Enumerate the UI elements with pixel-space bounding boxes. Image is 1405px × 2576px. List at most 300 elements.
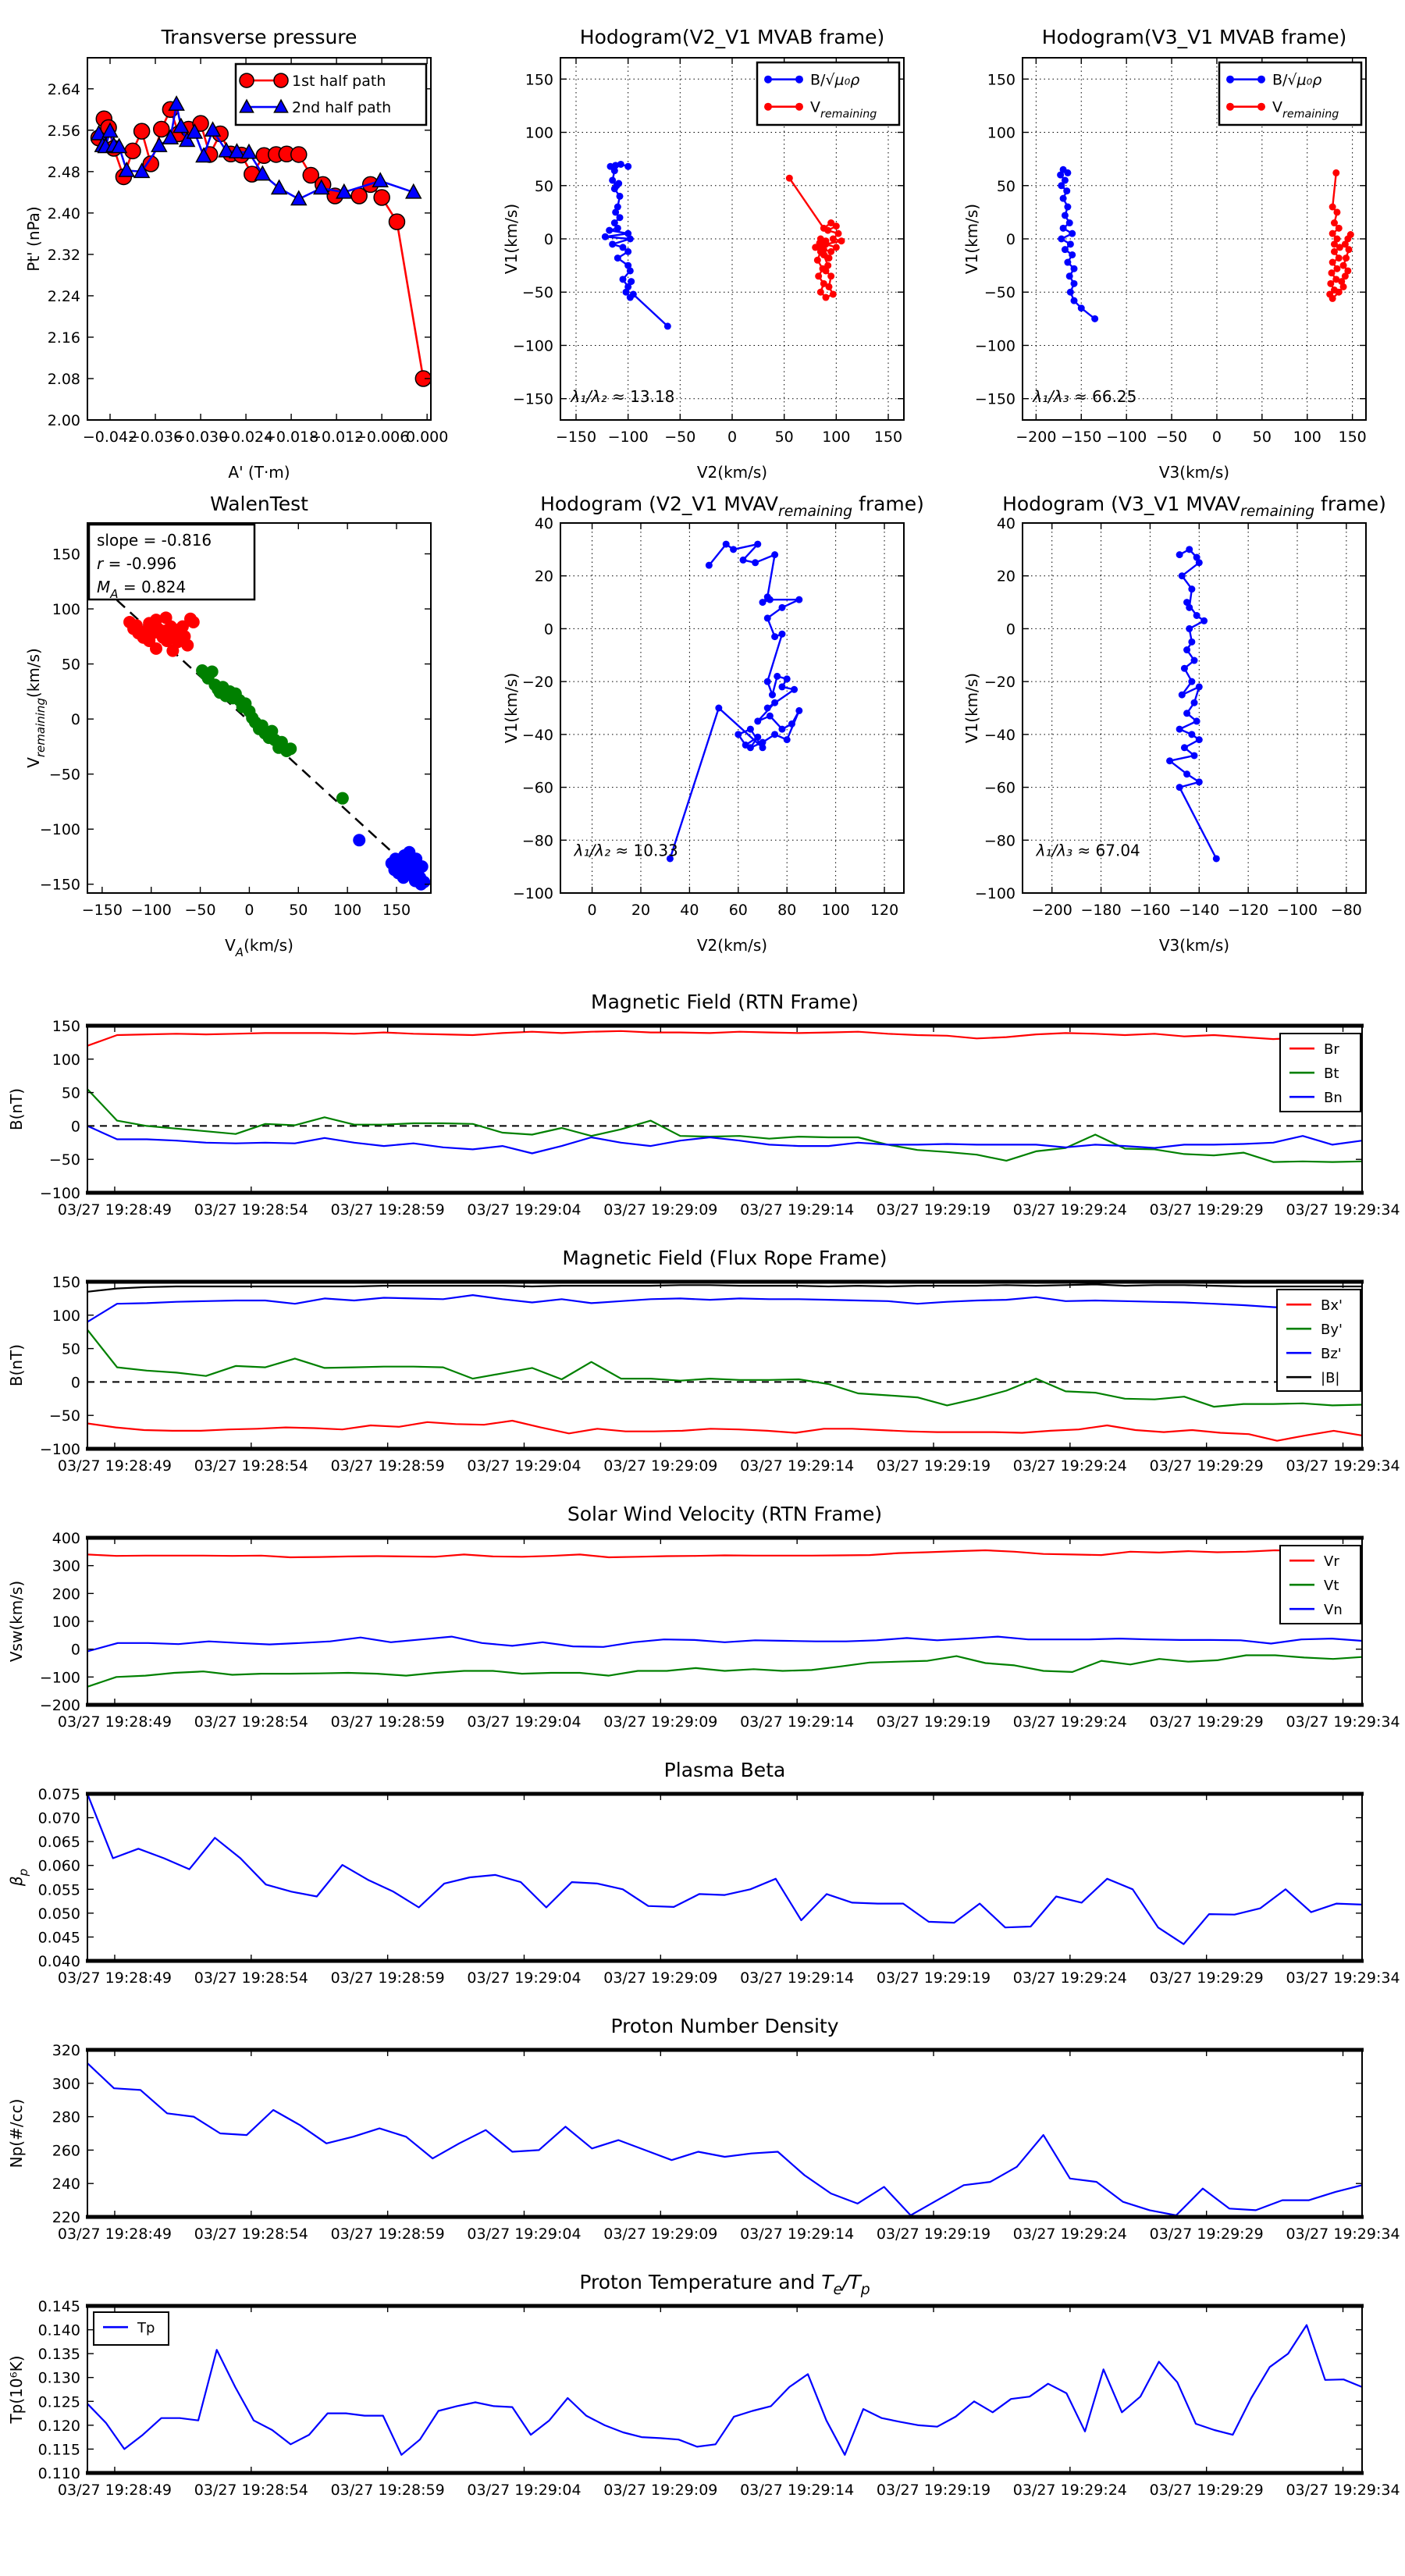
x-tick-label: 03/27 19:28:49 [57,1201,173,1219]
y-tick-label: 50 [996,177,1016,195]
x-tick-label: 150 [873,429,903,446]
axes-frame [87,2306,1362,2473]
dot-marker [730,546,737,553]
y-tick-label: 50 [61,1340,80,1358]
y-tick-label: 150 [52,546,80,564]
legend-label: 1st half path [292,73,386,91]
dot-marker [1057,172,1064,179]
x-tick-label: 03/27 19:29:34 [1286,2482,1400,2499]
x-tick-label: −100 [1276,902,1318,919]
y-tick-label: −100 [512,885,553,902]
x-tick-label: 03/27 19:29:14 [740,1713,855,1731]
annotation: λ₁/λ₃ ≈ 66.25 [1033,386,1137,406]
y-axis-label: V1(km/s) [962,672,981,744]
dot-marker [1347,231,1354,238]
dot-marker [624,248,631,255]
dot-marker [606,227,613,234]
x-tick-label: 03/27 19:28:54 [194,1713,308,1731]
x-tick-label: −120 [1228,902,1269,919]
dot-marker [754,541,761,548]
dot-marker [1069,251,1076,258]
annotation: λ₁/λ₃ ≈ 67.04 [1036,841,1140,860]
y-tick-label: −100 [39,1185,80,1202]
legend-label: Bz' [1321,1346,1342,1363]
dot-marker [1066,272,1073,279]
y-tick-label: 100 [987,124,1016,142]
dot-marker [1188,585,1195,592]
legend-label: 2nd half path [292,99,392,117]
x-tick-label: 03/27 19:29:29 [1149,1713,1264,1731]
x-tick-label: 03/27 19:28:54 [194,1201,308,1219]
x-tick-label: 03/27 19:29:34 [1286,2226,1400,2243]
x-axis-label: V3(km/s) [1158,463,1230,482]
chart-hodogram-v2-v1-mvab [502,11,929,489]
chart-walen-test [8,489,507,985]
legend-label: Vt [1324,1578,1339,1595]
y-tick-label: 0 [1005,231,1016,248]
x-tick-label: −100 [1106,429,1147,446]
x-tick-label: −140 [1179,902,1220,919]
dot-marker [1071,280,1078,287]
dot-marker [624,163,631,170]
y-tick-label: −20 [984,674,1016,692]
dot-marker [1226,103,1234,111]
dot-marker [412,860,425,873]
dot-marker [752,559,759,566]
y-tick-label: 0.040 [37,1953,80,1970]
dot-marker [353,834,365,846]
dot-marker [1196,778,1203,785]
x-tick-label: 03/27 19:29:34 [1286,1457,1400,1475]
y-tick-label: 150 [525,71,553,89]
x-tick-label: 120 [870,902,899,919]
chart-title: Proton Number Density [610,2015,839,2037]
x-tick-label: 100 [1293,429,1321,446]
x-tick-label: 100 [822,429,851,446]
x-tick-label: 03/27 19:28:49 [57,1713,173,1731]
axes-frame [87,2050,1362,2217]
dot-marker [820,280,827,287]
y-tick-label: 2.56 [47,122,80,140]
x-tick-label: 03/27 19:28:54 [194,2482,308,2499]
dot-marker [786,175,793,182]
dot-marker [1067,240,1074,247]
x-tick-label: 03/27 19:29:34 [1286,1713,1400,1731]
series-beta-p [87,1794,1362,1944]
y-tick-label: 50 [534,177,553,195]
dot-marker [706,562,713,569]
dot-marker [1213,855,1220,862]
x-tick-label: 03/27 19:29:34 [1286,1201,1400,1219]
x-tick-label: 03/27 19:28:59 [330,2226,445,2243]
x-tick-label: 03/27 19:29:29 [1149,1969,1264,1987]
x-axis-label: V2(km/s) [696,463,768,482]
dot-marker [771,633,778,640]
dot-marker [1200,617,1208,624]
y-tick-label: 0 [1005,621,1016,639]
walen-test-svg [8,489,507,985]
y-tick-label: 100 [52,1307,80,1325]
dot-marker [1226,76,1234,84]
dot-marker [1176,784,1183,791]
y-tick-label: 220 [52,2209,80,2226]
dot-marker [1196,559,1203,566]
dot-marker [1331,219,1338,226]
dot-marker [838,237,845,244]
circle-marker [274,73,288,87]
dot-marker [1343,254,1350,262]
y-tick-label: −100 [39,1441,80,1458]
dot-marker [609,240,616,247]
x-tick-label: −100 [130,902,172,919]
y-tick-label: 0.135 [37,2346,80,2364]
dot-marker [778,631,785,638]
chart-title: Hodogram(V3_V1 MVAB frame) [1041,26,1347,48]
circle-marker [134,123,150,139]
x-tick-label: 03/27 19:29:24 [1012,2226,1127,2243]
y-tick-label: 40 [996,515,1016,532]
legend-label: Br [1324,1041,1339,1059]
x-tick-label: 50 [1252,429,1272,446]
x-tick-label: 03/27 19:28:59 [330,1201,445,1219]
chart-magnetic-field-rtn [0,985,1405,1241]
dot-marker [778,726,785,733]
y-tick-label: −50 [48,1151,80,1169]
y-axis-label: B(nT) [7,1087,26,1131]
y-tick-label: 2.64 [47,80,80,98]
dot-marker [830,290,837,297]
x-tick-label: 50 [774,429,794,446]
x-tick-label: 03/27 19:28:54 [194,2226,308,2243]
circle-marker [374,190,389,205]
legend-label: By' [1321,1322,1343,1339]
x-tick-label: 150 [382,902,411,919]
x-tick-label: 03/27 19:29:04 [467,1713,582,1731]
x-tick-label: 0.000 [405,429,449,446]
y-tick-label: 2.48 [47,163,80,181]
dot-marker [791,686,798,693]
dot-marker [1340,262,1347,269]
dot-marker [1067,289,1074,296]
dot-marker [1191,699,1198,706]
x-tick-label: 03/27 19:29:14 [740,2482,855,2499]
dot-marker [754,717,761,724]
legend-label: $V_{remaining}$ [1272,98,1339,121]
y-tick-label: −80 [521,832,553,850]
dot-marker [1188,678,1195,685]
series-vn [87,1637,1362,1652]
x-tick-label: −150 [555,429,597,446]
markers-b-over-sqrt-mu0-rho [602,161,671,329]
dot-marker [160,611,173,624]
x-tick-label: −50 [1155,429,1188,446]
y-tick-label: 0 [543,621,553,639]
chart-title: Magnetic Field (RTN Frame) [591,991,859,1013]
axes-frame [87,1026,1362,1193]
y-tick-label: 40 [534,515,553,532]
dot-marker [181,639,194,652]
x-tick-label: −80 [1330,902,1362,919]
legend-label: Vr [1324,1553,1339,1571]
y-tick-label: 100 [52,1614,80,1631]
hodogram-v3-v1-mvav-remaining-svg [934,489,1405,985]
y-tick-label: 0 [70,1118,80,1136]
dot-marker [1183,770,1190,777]
y-tick-label: 0 [70,1374,80,1392]
proton-temperature-svg [0,2265,1405,2521]
y-tick-label: 0.140 [37,2322,80,2339]
dot-marker [740,557,747,564]
dot-marker [795,76,803,84]
dot-marker [817,289,824,296]
x-tick-label: 150 [1338,429,1367,446]
dot-marker [627,267,634,274]
dot-marker [742,742,749,749]
y-tick-label: 240 [52,2176,80,2194]
y-tick-label: 2.40 [47,205,80,222]
dot-marker [187,616,200,628]
chart-proton-temperature [0,2265,1405,2521]
dot-marker [1181,744,1188,751]
dot-marker [1186,625,1193,632]
dot-marker [1188,731,1195,738]
x-tick-label: 03/27 19:28:59 [330,1457,445,1475]
y-tick-label: 400 [52,1530,80,1547]
y-tick-label: 0.065 [37,1834,80,1852]
dot-marker [827,272,834,279]
y-tick-label: −200 [39,1697,80,1714]
y-tick-label: 0.060 [37,1857,80,1875]
dot-marker [814,257,821,264]
dot-marker [767,713,774,720]
dot-marker [764,76,772,84]
dot-marker [795,103,803,111]
dot-marker [795,707,802,714]
markers-first-third [123,611,200,656]
dot-marker [1183,710,1190,717]
x-tick-label: 03/27 19:29:09 [603,2482,718,2499]
y-axis-label: $\beta_p$ [7,1868,30,1887]
dot-marker [630,290,637,297]
x-tick-label: −0.024 [218,429,274,446]
y-tick-label: −40 [521,726,553,744]
legend-label: Bt [1324,1066,1339,1083]
dot-marker [1060,195,1067,202]
markers-middle-third [196,664,349,805]
legend-label: Tp [137,2320,155,2337]
dot-marker [1257,103,1265,111]
x-tick-label: 50 [289,902,308,919]
dot-marker [614,225,621,232]
circle-marker [154,121,169,137]
x-tick-label: −0.042 [82,429,138,446]
chart-title: Hodogram (V3_V1 $MVAV_{remaining}$ frame) [1002,493,1386,520]
dot-marker [1064,259,1071,266]
dot-marker [1060,225,1067,232]
chart-transverse-pressure [8,11,507,489]
x-axis-label: A' (T·m) [228,463,290,482]
dot-marker [1196,683,1203,690]
chart-title: Magnetic Field (Flux Rope Frame) [562,1247,887,1269]
y-tick-label: 0 [70,711,80,729]
dot-marker [611,185,618,192]
y-axis-label: Vsw(km/s) [7,1580,26,1663]
dot-marker [628,278,635,285]
series-tp [87,2325,1362,2455]
dot-marker [150,642,162,655]
y-tick-label: 0.110 [37,2465,80,2482]
chart-title: Solar Wind Velocity (RTN Frame) [567,1503,883,1525]
y-tick-label: −100 [974,885,1016,902]
dot-marker [778,683,785,690]
dot-marker [1176,726,1183,733]
y-tick-label: −100 [974,337,1016,355]
y-tick-label: 260 [52,2142,80,2160]
dot-marker [403,846,415,859]
annotation: λ₁/λ₂ ≈ 10.33 [574,841,678,860]
hodogram-v2-v1-mvab-svg [502,11,929,489]
markers-last-third [353,834,430,890]
x-tick-label: 03/27 19:29:29 [1149,1201,1264,1219]
chart-title: Plasma Beta [663,1759,786,1781]
x-tick-label: 03/27 19:28:49 [57,2482,173,2499]
dot-marker [166,645,179,657]
dot-marker [815,272,822,279]
x-tick-label: 03/27 19:29:19 [876,1457,991,1475]
markers-v-remaining [1326,169,1354,302]
y-axis-label: B(nT) [7,1343,26,1387]
x-tick-label: 03/27 19:29:04 [467,1201,582,1219]
dot-marker [1179,692,1186,699]
x-tick-label: −0.018 [263,429,319,446]
x-tick-label: 60 [728,902,748,919]
dot-marker [1191,657,1198,664]
y-tick-label: 2.16 [47,329,80,347]
legend-label: Bn [1324,1090,1343,1107]
hodogram-v3-v1-mvab-svg [934,11,1405,489]
x-tick-label: 03/27 19:28:54 [194,1457,308,1475]
dot-marker [1331,248,1338,255]
legend-box [94,2312,169,2345]
y-tick-label: 0.075 [37,1786,80,1803]
dot-marker [774,673,781,680]
chart-proton-number-density [0,2009,1405,2265]
x-tick-label: 100 [333,902,362,919]
dot-marker [827,248,834,255]
x-tick-label: −0.036 [127,429,183,446]
dot-marker [1329,295,1336,302]
dot-marker [143,617,155,629]
x-tick-label: 80 [777,902,797,919]
x-tick-label: 03/27 19:29:09 [603,1457,718,1475]
axes-frame [87,1282,1362,1449]
dot-marker [778,604,785,611]
y-tick-label: −50 [48,766,80,784]
dot-marker [830,236,837,243]
x-axis-label: V2(km/s) [696,936,768,955]
solar-wind-velocity-rtn-svg [0,1497,1405,1753]
x-tick-label: −0.012 [308,429,365,446]
chart-plasma-beta [0,1753,1405,2009]
x-tick-label: 03/27 19:29:09 [603,1201,718,1219]
y-tick-label: 2.24 [47,287,80,305]
annotation: λ₁/λ₂ ≈ 13.18 [571,386,675,406]
dot-marker [1069,230,1076,237]
x-tick-label: −0.006 [354,429,410,446]
dot-marker [764,103,772,111]
x-tick-label: −150 [1061,429,1102,446]
y-tick-label: 0.055 [37,1881,80,1899]
dot-marker [820,265,827,272]
x-tick-label: 03/27 19:28:59 [330,1713,445,1731]
hodogram-v2-v1-mvav-remaining-svg [502,489,929,985]
dot-marker [1193,612,1200,619]
x-tick-label: 03/27 19:28:49 [57,2226,173,2243]
y-tick-label: 100 [525,124,553,142]
y-tick-label: 2.00 [47,412,80,429]
legend-label: Bx' [1321,1297,1343,1315]
series-vr [87,1550,1362,1557]
dot-marker [1066,219,1073,226]
dot-marker [1064,204,1071,211]
dot-marker [1336,289,1343,296]
dot-marker [715,705,722,712]
chart-title: Hodogram (V2_V1 $MVAV_{remaining}$ frame) [540,493,924,520]
circle-marker [291,147,307,162]
dot-marker [1071,265,1078,272]
y-tick-label: 20 [534,568,553,585]
y-tick-label: 300 [52,1557,80,1575]
dot-marker [1183,599,1190,606]
chart-hodogram-v2-v1-mvav-remaining [502,489,929,985]
y-tick-label: 0.125 [37,2393,80,2411]
dot-marker [620,276,627,283]
dot-marker [611,167,618,174]
x-tick-label: 03/27 19:29:19 [876,2226,991,2243]
chart-solar-wind-velocity [0,1497,1405,1753]
dot-marker [617,214,624,221]
dot-marker [735,731,742,738]
markers-b-hodogram [667,541,802,863]
x-tick-label: 03/27 19:28:49 [57,1457,173,1475]
dot-marker [206,665,219,678]
stats-line: $M_A = 0.824$ [97,578,187,601]
legend-label: B/√μ₀ρ [810,71,860,89]
dot-marker [602,233,609,240]
dot-marker [767,596,774,603]
dot-marker [1166,757,1173,764]
dot-marker [664,322,671,329]
dot-marker [754,734,761,741]
y-axis-label: V1(km/s) [502,203,521,275]
x-tick-label: 03/27 19:29:14 [740,1969,855,1987]
triangle-marker [151,138,166,152]
dot-marker [1078,304,1085,311]
dot-marker [1062,212,1069,219]
dot-marker [1058,236,1065,243]
x-tick-label: 03/27 19:29:29 [1149,2482,1264,2499]
x-tick-label: 03/27 19:29:04 [467,2482,582,2499]
series-bx-prime [87,1421,1362,1441]
series-by-prime [87,1330,1362,1407]
x-tick-label: 03/27 19:29:04 [467,2226,582,2243]
triangle-marker [291,191,306,205]
y-tick-label: 50 [61,1084,80,1102]
y-tick-label: 0 [70,1641,80,1659]
x-tick-label: −50 [664,429,696,446]
magnetic-field-flux-rope-svg [0,1241,1405,1497]
dot-marker [759,744,767,751]
